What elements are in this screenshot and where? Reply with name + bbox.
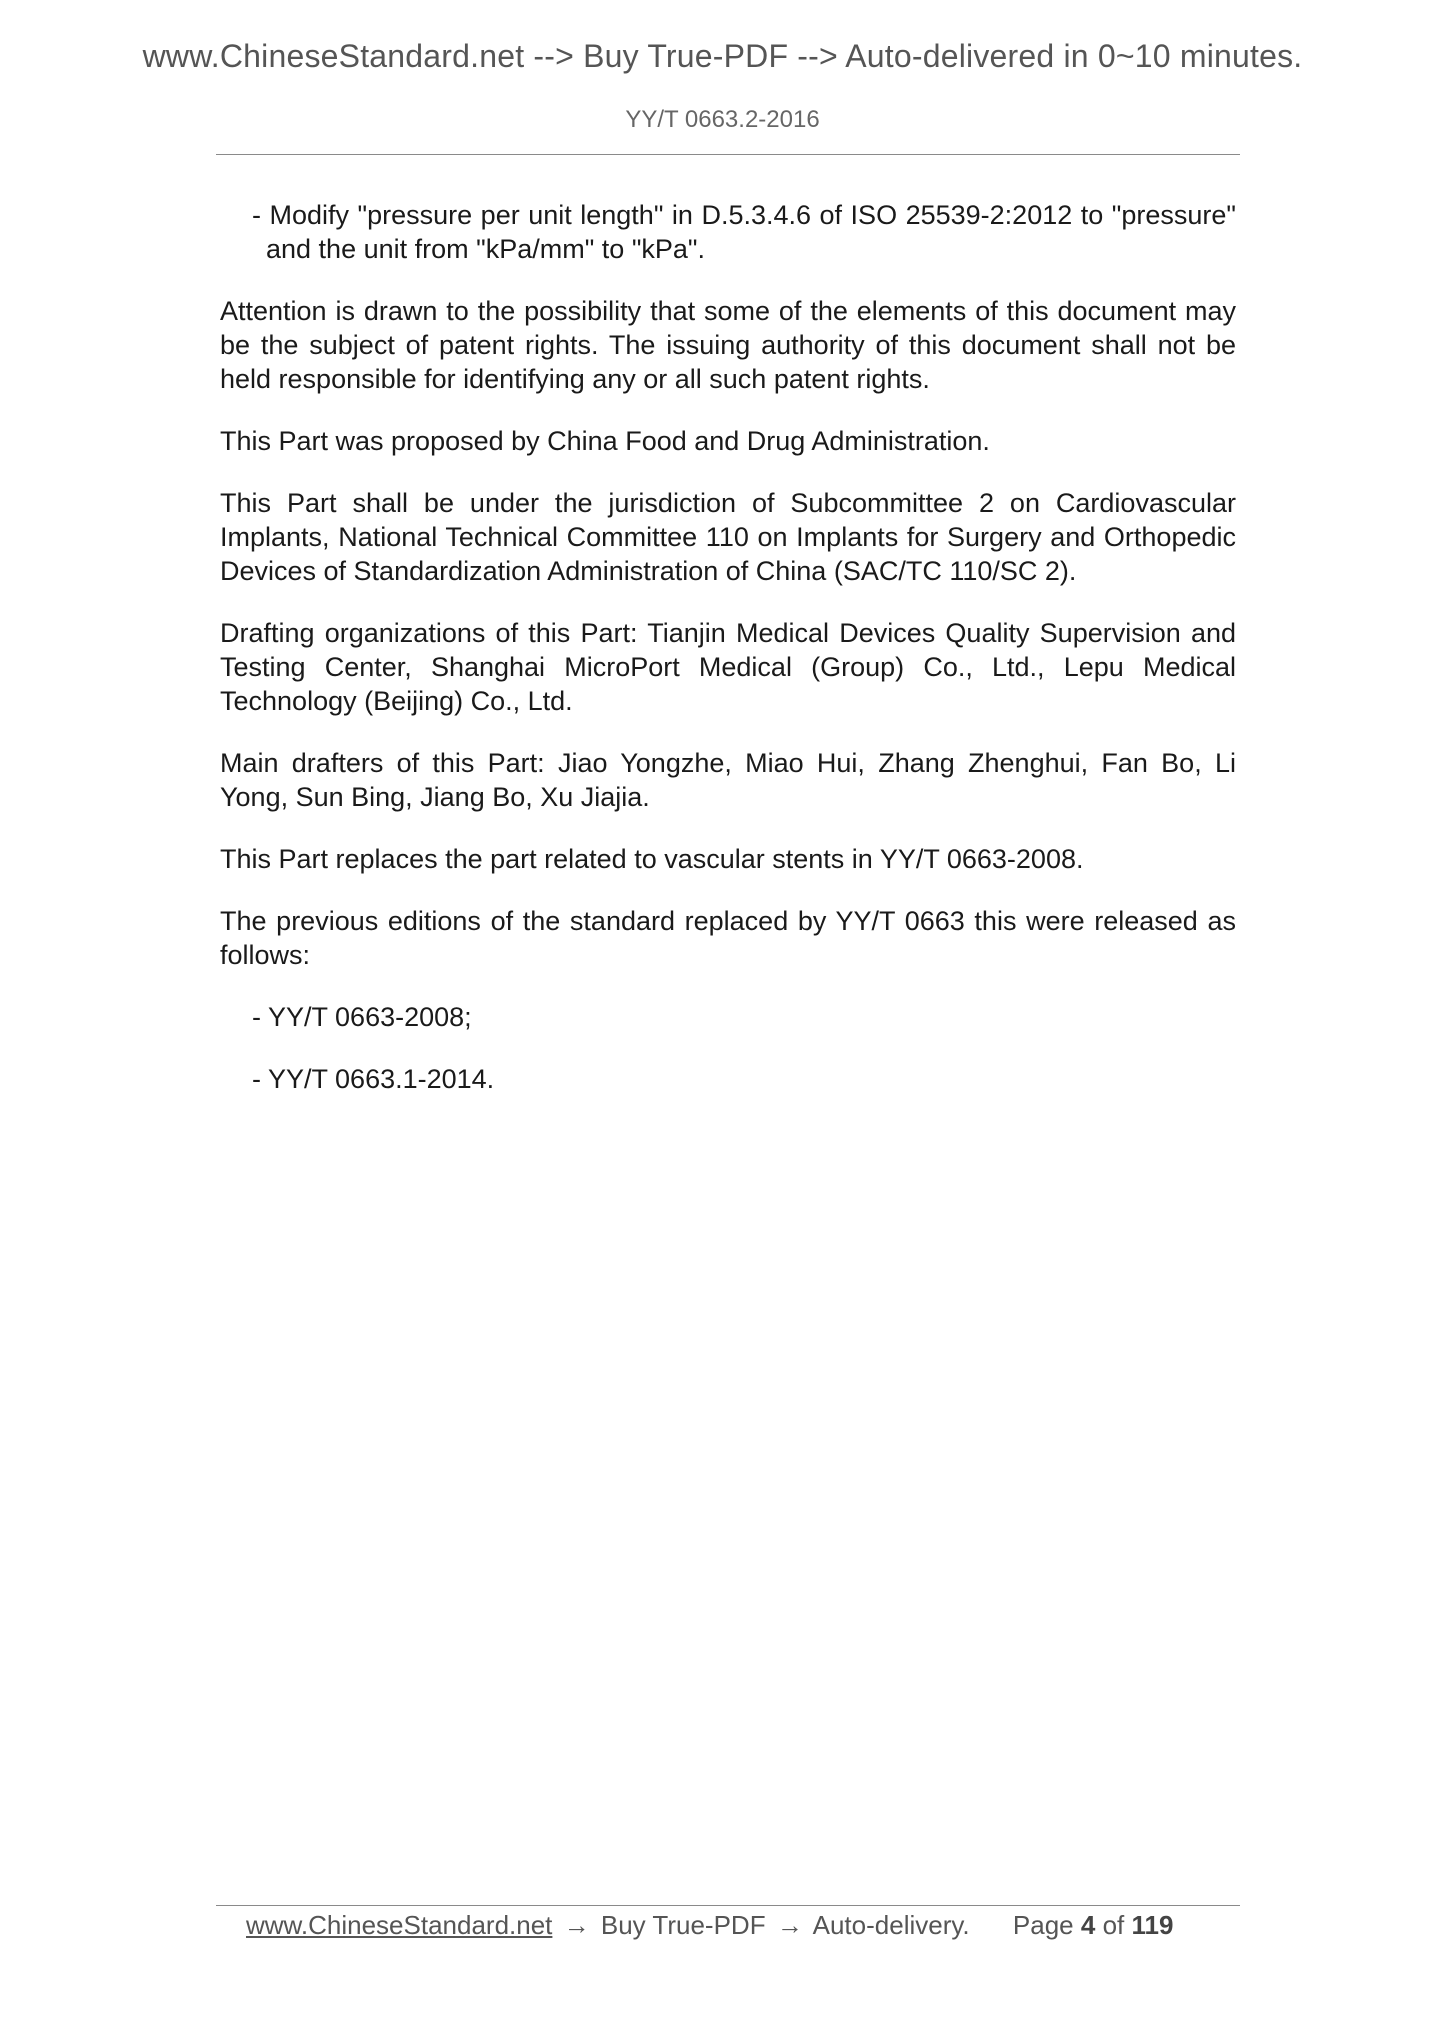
arrow-right-icon: → [776,1910,803,1940]
replacement-paragraph: This Part replaces the part related to vascular stents in YY/T 0663-2008. [220,844,1084,874]
edition-list-item: - YY/T 0663-2008; [252,1002,472,1032]
previous-editions-paragraph: The previous editions of the standard replaced by YY/T 0663 this were released as follows: [220,906,1236,970]
modification-bullet: - Modify "pressure per unit length" in D.5.3.4.6 of ISO 25539-2:2012 to "pressure" and the unit from "kPa/mm" to "kPa". [252,200,1236,264]
proposer-paragraph: This Part was proposed by China Food and Drug Administration. [220,426,990,456]
of-label: of [1102,1910,1125,1940]
header-divider [216,154,1240,155]
footer-delivery-text: Auto-delivery. [812,1910,970,1940]
page-label: Page [1012,1910,1074,1940]
drafting-organizations-paragraph: Drafting organizations of this Part: Tianjin Medical Devices Quality Supervision and Testing Center, Shanghai MicroPort Medical (Group) Co., Ltd., Lepu Medical Technology (Beijing) Co., Ltd. [220,618,1236,716]
footer-site-link[interactable]: www.ChineseStandard.net [246,1910,553,1940]
top-banner: www.ChineseStandard.net --> Buy True-PDF --> Auto-delivered in 0~10 minutes. [142,38,1303,74]
page-total: 119 [1131,1910,1174,1940]
footer-buy-text: Buy True-PDF [600,1910,766,1940]
patent-notice-paragraph: Attention is drawn to the possibility that some of the elements of this document may be the subject of patent rights. The issuing authority of this document shall not be held responsible for identifying any or all such patent rights. [220,296,1236,394]
document-code: YY/T 0663.2-2016 [625,106,820,133]
page-footer [246,1910,1173,1941]
page-indicator [1013,1910,1174,1940]
edition-list-item: - YY/T 0663.1-2014. [252,1064,495,1094]
page-number: 4 [1080,1910,1096,1940]
main-drafters-paragraph: Main drafters of this Part: Jiao Yongzhe, Miao Hui, Zhang Zhenghui, Fan Bo, Li Yong, Sun Bing, Jiang Bo, Xu Jiajia. [220,748,1236,812]
jurisdiction-paragraph: This Part shall be under the jurisdiction of Subcommittee 2 on Cardiovascular Implants, National Technical Committee 110 on Implants for Surgery and Orthopedic Devices of Standardization Administration of China (SAC/TC 110/SC 2). [220,488,1236,586]
document-body [220,198,1236,1124]
footer-divider [216,1905,1240,1906]
arrow-right-icon: → [563,1910,590,1940]
